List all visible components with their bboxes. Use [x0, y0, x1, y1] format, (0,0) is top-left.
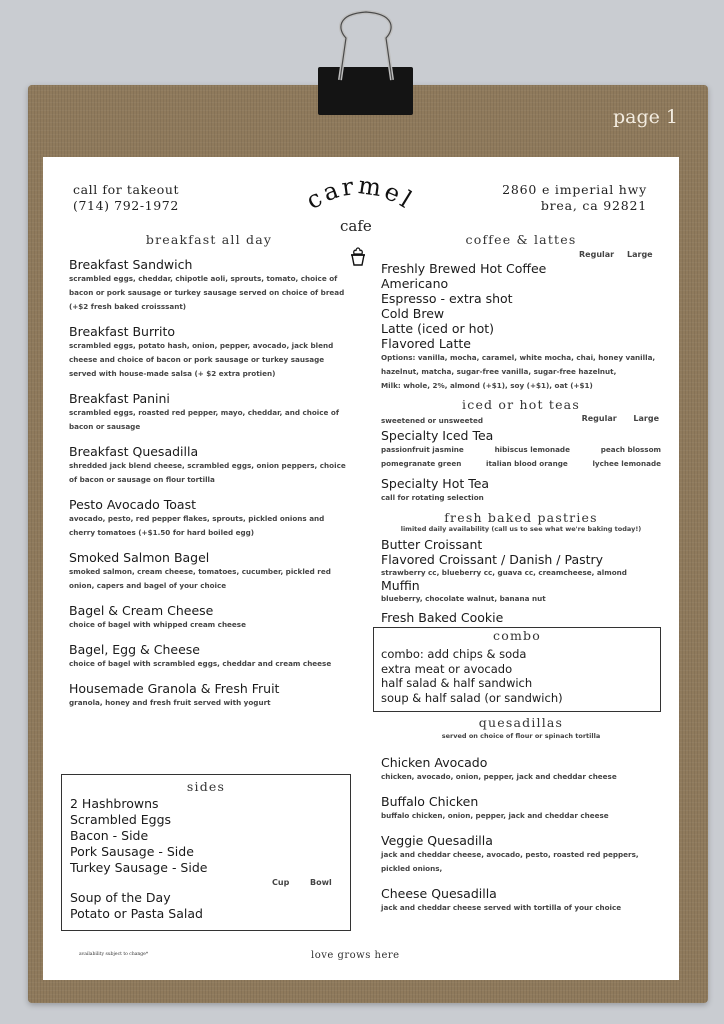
size-header-bowl: Bowl — [310, 878, 332, 887]
size-header-cup: Cup — [272, 878, 290, 887]
tea-item: Specialty Hot Tea — [381, 476, 490, 491]
size-header-large: Large — [633, 414, 659, 423]
soup-item: Potato or Pasta Salad — [70, 906, 203, 921]
address-line-1: 2860 e imperial hwy — [502, 182, 647, 197]
takeout-info — [73, 182, 179, 214]
item-description: jack and cheddar cheese, avocado, pesto, roasted red peppers, pickled onions, — [381, 850, 639, 873]
coffee-list — [381, 261, 661, 393]
tea-flavor: passionfruit jasmine — [381, 445, 464, 454]
availability-note: availability subject to change* — [79, 952, 149, 957]
pastries-note: limited daily availability (call us to see what we're baking today!) — [400, 525, 642, 533]
menu-item — [69, 681, 349, 710]
item-name: Chicken Avocado — [381, 755, 488, 770]
menu-sheet — [43, 157, 679, 980]
size-header-regular: Regular — [581, 414, 617, 423]
menu-item — [69, 391, 349, 434]
item-description: scrambled eggs, potato hash, onion, pepper, avocado, jack blend cheese and choice of bacon or pork sausage or turkey sausage served with house-made salsa (+ $2 extra protien) — [69, 341, 334, 378]
takeout-label: call for takeout — [73, 182, 180, 197]
menu-item — [381, 833, 661, 876]
item-description: choice of bagel with whipped cream cheese — [69, 620, 246, 629]
quesadillas-list — [381, 755, 661, 925]
latte-options: hazelnut, matcha, sugar-free vanilla, sugar-free hazelnut, — [381, 367, 617, 376]
tea-flavor: hibiscus lemonade — [494, 445, 570, 454]
pastry-item: Fresh Baked Cookie — [381, 610, 504, 625]
pastry-item: Butter Croissant — [381, 537, 483, 552]
item-description: granola, honey and fresh fruit served with yogurt — [69, 698, 271, 707]
menu-item — [69, 324, 349, 381]
tea-flavors-row — [381, 443, 661, 457]
side-item: Turkey Sausage - Side — [70, 860, 208, 875]
potted-succulent-icon — [347, 245, 369, 267]
item-name: Breakfast Quesadilla — [69, 444, 199, 459]
item-name: Veggie Quesadilla — [381, 833, 493, 848]
teas-section-title: iced or hot teas — [462, 397, 580, 412]
coffee-item: Latte (iced or hot) — [381, 321, 495, 336]
item-description: chicken, avocado, onion, pepper, jack and cheddar cheese — [381, 772, 617, 781]
binder-clip-wire-icon — [328, 8, 408, 88]
quesadillas-section-title: quesadillas — [478, 715, 564, 730]
pastry-desc: blueberry, chocolate walnut, banana nut — [381, 594, 546, 603]
logo-arc-text — [295, 175, 425, 220]
tea-flavors-row — [381, 457, 661, 471]
pastry-item: Muffin — [381, 578, 420, 593]
tea-flavor: italian blood orange — [486, 459, 568, 468]
tea-flavor: pomegranate green — [381, 459, 462, 468]
soup-item: Soup of the Day — [70, 890, 171, 905]
tea-desc: call for rotating selection — [381, 493, 484, 502]
coffee-item: Flavored Latte — [381, 336, 471, 351]
item-name: Bagel, Egg & Cheese — [69, 642, 200, 657]
coffee-section-title: coffee & lattes — [465, 232, 577, 247]
item-description: avocado, pesto, red pepper flakes, sprouts, pickled onions and cherry tomatoes (+$1.50 for hard boiled egg) — [69, 514, 325, 537]
side-item: Bacon - Side — [70, 828, 149, 843]
latte-options: Options: vanilla, mocha, caramel, white mocha, chai, honey vanilla, — [381, 353, 656, 362]
combo-item: soup & half salad (or sandwich) — [381, 690, 563, 705]
item-name: Bagel & Cream Cheese — [69, 603, 214, 618]
side-item: 2 Hashbrowns — [70, 796, 159, 811]
phone-number[interactable]: (714) 792-1972 — [73, 198, 179, 213]
menu-item — [69, 642, 349, 671]
item-name: Breakfast Panini — [69, 391, 170, 406]
pastry-desc: strawberry cc, blueberry cc, guava cc, creamcheese, almond — [381, 568, 627, 577]
item-description: smoked salmon, cream cheese, tomatoes, cucumber, pickled red onion, capers and bagel of your choice — [69, 567, 331, 590]
menu-item — [69, 603, 349, 632]
tea-flavor: lychee lemonade — [592, 459, 661, 468]
pastries-section-title: fresh baked pastries — [444, 510, 598, 525]
item-name: Smoked Salmon Bagel — [69, 550, 210, 565]
menu-item — [381, 794, 661, 823]
milk-options: Milk: whole, 2%, almond (+$1), soy (+$1), oat (+$1) — [381, 381, 593, 390]
item-name: Cheese Quesadilla — [381, 886, 497, 901]
pastry-item: Flavored Croissant / Danish / Pastry — [381, 552, 604, 567]
menu-item — [381, 755, 661, 784]
cafe-logo — [295, 175, 425, 235]
combo-item: extra meat or avocado — [381, 661, 513, 676]
item-name: Breakfast Burrito — [69, 324, 176, 339]
coffee-item: Cold Brew — [381, 306, 445, 321]
teas-list — [381, 414, 661, 505]
menu-item — [69, 497, 349, 540]
breakfast-list — [69, 257, 349, 720]
coffee-item: Espresso - extra shot — [381, 291, 513, 306]
combo-item: combo: add chips & soda — [381, 647, 527, 661]
quesadillas-note: served on choice of flour or spinach tortilla — [441, 732, 601, 740]
item-description: scrambled eggs, roasted red pepper, mayo, cheddar, and choice of bacon or sausage — [69, 408, 339, 431]
tea-note: sweetened or unsweeted — [381, 416, 483, 425]
address — [502, 182, 647, 214]
menu-item — [69, 257, 349, 314]
item-description: jack and cheddar cheese served with tortilla of your choice — [381, 903, 622, 912]
size-header-regular: Regular — [579, 250, 615, 259]
svg-text:carmel: carmel — [301, 175, 420, 216]
sides-box — [61, 774, 351, 931]
menu-item — [381, 886, 661, 915]
page-label: page 1 — [612, 106, 678, 128]
pastries-list — [381, 537, 661, 625]
combo-title: combo — [493, 628, 541, 643]
item-description: scrambled eggs, cheddar, chipotle aoli, sprouts, tomato, choice of bacon or pork sausage or turkey sausage served on choice of bread (+$2 fresh baked croisssant) — [69, 274, 345, 311]
side-item: Scrambled Eggs — [70, 812, 172, 827]
item-description: buffalo chicken, onion, pepper, jack and cheddar cheese — [381, 811, 609, 820]
item-name: Buffalo Chicken — [381, 794, 479, 809]
tea-item: Specialty Iced Tea — [381, 428, 494, 443]
logo-subtitle: cafe — [340, 217, 372, 235]
side-item: Pork Sausage - Side — [70, 844, 194, 859]
item-name: Housemade Granola & Fresh Fruit — [69, 681, 280, 696]
menu-item — [69, 444, 349, 487]
sides-title: sides — [186, 779, 226, 794]
item-description: shredded jack blend cheese, scrambled eggs, onion peppers, choice of bacon or sausage on flour tortilla — [69, 461, 346, 484]
breakfast-section-title: breakfast all day — [145, 232, 273, 247]
combo-box — [373, 627, 661, 712]
item-name: Pesto Avocado Toast — [69, 497, 197, 512]
item-description: choice of bagel with scrambled eggs, cheddar and cream cheese — [69, 659, 332, 668]
tagline: love grows here — [311, 950, 400, 961]
size-header-large: Large — [627, 250, 653, 259]
coffee-item: Freshly Brewed Hot Coffee — [381, 261, 547, 276]
menu-item — [69, 550, 349, 593]
combo-item: half salad & half sandwich — [381, 676, 533, 690]
address-line-2: brea, ca 92821 — [540, 198, 647, 213]
item-name: Breakfast Sandwich — [69, 257, 193, 272]
coffee-item: Americano — [381, 276, 449, 291]
sides-list — [62, 794, 350, 924]
tea-flavor: peach blossom — [600, 445, 661, 454]
